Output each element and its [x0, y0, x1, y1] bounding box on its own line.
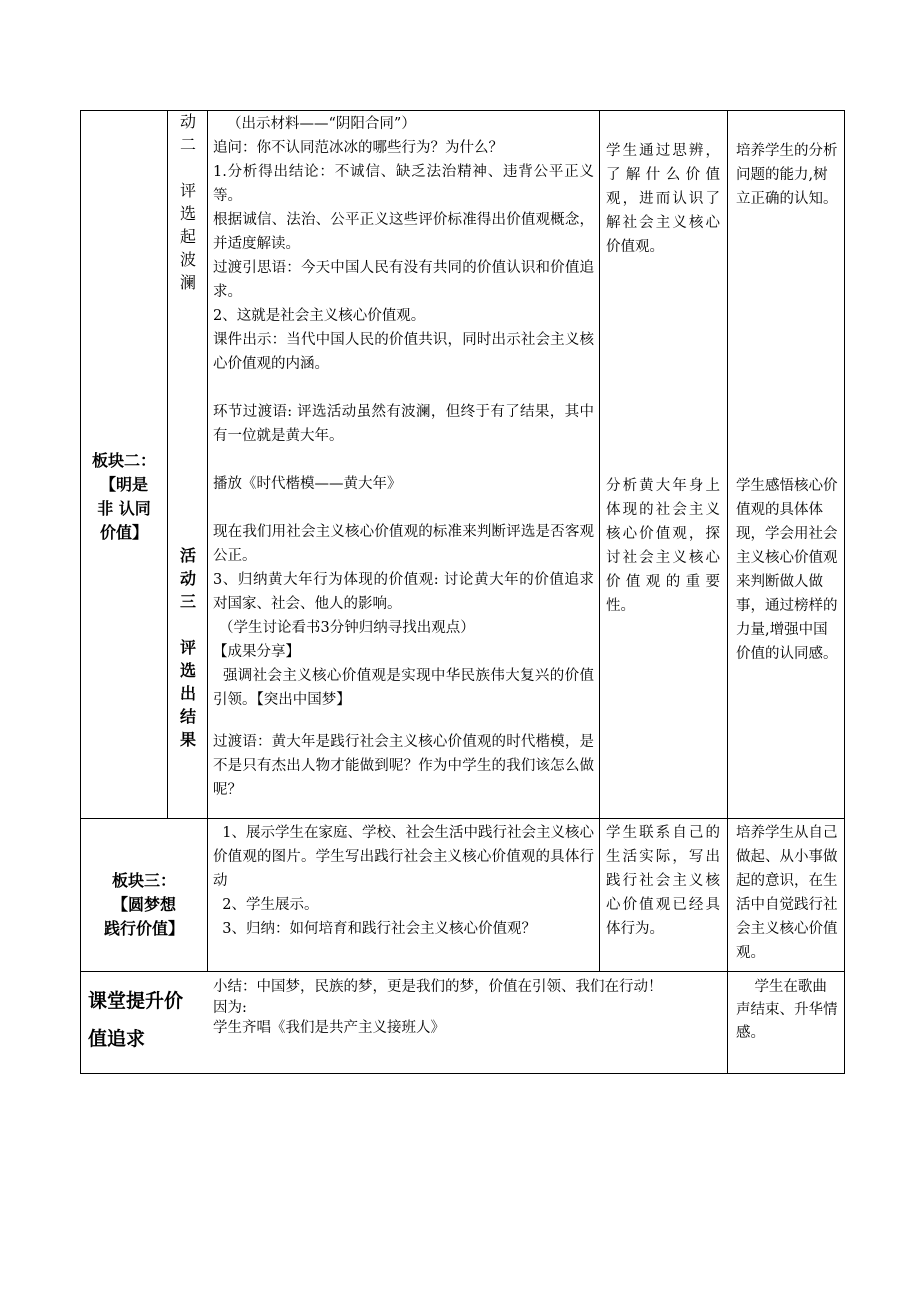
activity3-char: 活: [179, 546, 196, 565]
lesson-plan-table: [80, 110, 845, 1074]
activity2-char: 动: [179, 112, 196, 131]
content-line: 3、归纳黄大年行为体现的价值观: 讨论黄大年的价值追求对国家、社会、他人的影响。: [213, 572, 594, 612]
activity2-char: 起: [179, 227, 196, 246]
block3-label-line: 践行价值】: [103, 919, 184, 938]
activity3-char: 评: [179, 638, 196, 657]
activity3-label: [173, 544, 203, 751]
activity3-char: 果: [179, 730, 196, 749]
activity2-char: 澜: [179, 273, 196, 292]
block3-label-line: 【圆梦想: [111, 895, 176, 914]
content-line: 3、归纳：如何培育和践行社会主义核心价值观？: [213, 921, 536, 937]
content-line: 因为:: [213, 1000, 247, 1016]
content-line: [213, 448, 594, 472]
activity3-char: 出: [179, 684, 196, 703]
content-line: 过渡引思语：今天中国人民有没有共同的价值认识和价值追求。: [213, 260, 594, 300]
block2-student-activity-1: 学生通过思辨，了解什么价值观，进而认识了解社会主义核心价值观。: [606, 143, 720, 255]
activity2-char: [173, 156, 203, 179]
block4-content: [213, 976, 723, 1040]
col-divider-content: [599, 110, 600, 971]
activity2-label: [173, 110, 203, 294]
activity2-char: 波: [179, 250, 196, 269]
activity3-char: 结: [179, 707, 196, 726]
table-border-left: [80, 110, 81, 1074]
block2-label: [82, 449, 166, 545]
block3-label-line: 板块三：: [111, 871, 176, 890]
content-line: 现在我们用社会主义核心价值观的标准来判断评选是否客观公正。: [213, 524, 594, 564]
content-line: （出示材料——“阴阳合同”）: [227, 116, 416, 132]
table-border-bottom: [80, 1073, 845, 1074]
content-line: （学生讨论看书3分钟归纳寻找出观点）: [219, 620, 475, 636]
block2-label-line: 价值】: [99, 523, 148, 542]
activity3-char: [173, 613, 203, 636]
content-line: 过渡语：黄大年是践行社会主义核心价值观的时代楷模，是不是只有杰出人物才能做到呢？作为中学生的我们该怎么做呢？: [213, 734, 594, 798]
content-line: 小结：中国梦，民族的梦，更是我们的梦，价值在引领、我们在行动！: [213, 979, 663, 995]
block2-label-line: 【明是: [99, 475, 148, 494]
content-line: [213, 496, 594, 520]
content-line: [213, 712, 594, 730]
content-line: 2、学生展示。: [213, 897, 319, 913]
block2-label-line: 非 认同: [97, 499, 151, 518]
table-border-right: [844, 110, 845, 1074]
content-line: 追问：你不认同范冰冰的哪些行为？为什么？: [213, 140, 503, 156]
row-divider-2: [80, 971, 845, 972]
content-line: 2、这就是社会主义核心价值观。: [213, 308, 426, 324]
block2-content: [213, 112, 594, 802]
content-line: 学生齐唱《我们是共产主义接班人》: [213, 1020, 445, 1036]
block2-label-line: 板块二：: [91, 451, 156, 470]
block4-label-line: 值追求: [88, 1028, 146, 1050]
block4-intent: 学生在歌曲声结束、升华情感。: [736, 979, 838, 1041]
block2-intent-1: 培养学生的分析问题的能力,树立正确的认知。: [736, 143, 838, 207]
row-divider-1: [80, 818, 845, 819]
block3-label: [82, 869, 206, 941]
block4-label: [88, 982, 210, 1058]
block2-student-activity-2: 分析黄大年身上体现的社会主义核心价值观，探讨社会主义核心价值观的重要性。: [606, 478, 720, 614]
block3-student-activity: 学生联系自己的生活实际，写出践行社会主义核心价值观已经具体行为。: [606, 825, 720, 937]
content-line: 1、展示学生在家庭、学校、社会生活中践行社会主义核心价值观的图片。学生写出践行社会主义核心价值观的具体行动: [213, 825, 595, 889]
content-line: 强调社会主义核心价值观是实现中华民族伟大复兴的价值引领。【突出中国梦】: [213, 668, 595, 708]
content-line: 课件出示：当代中国人民的价值共识，同时出示社会主义核心价值观的内涵。: [213, 332, 594, 372]
block3-intent: 培养学生从自己做起、从小事做起的意识，在生活中自觉践行社会主义核心价值观。: [736, 825, 838, 961]
activity2-char: 二: [179, 135, 196, 154]
activity2-char: 选: [179, 204, 196, 223]
content-line: [213, 376, 594, 400]
block2-intent-2: 学生感悟核心价值观的具体体现，学会用社会主义核心价值观来判断做人做事，通过榜样的力量,增强中国价值的认同感。: [736, 478, 838, 662]
content-line: 【成果分享】: [213, 644, 300, 660]
activity2-char: 评: [179, 181, 196, 200]
content-line: 播放《时代楷模——黄大年》: [213, 476, 402, 492]
col-divider-student: [727, 110, 728, 1074]
col-divider-activity-right: [207, 110, 208, 971]
block3-content: [213, 821, 594, 941]
col-divider-activity-left: [167, 110, 168, 818]
content-line: 环节过渡语: 评选活动虽然有波澜，但终于有了结果，其中有一位就是黄大年。: [213, 404, 594, 444]
content-line: 根据诚信、法治、公平正义这些评价标准得出价值观概念，并适度解读。: [213, 212, 594, 252]
activity3-char: 三: [179, 592, 196, 611]
activity3-char: 动: [179, 569, 196, 588]
activity3-char: 选: [179, 661, 196, 680]
block4-label-line: 课堂提升价: [88, 990, 184, 1012]
content-line: 1.分析得出结论：不诚信、缺乏法治精神、违背公平正义等。: [213, 164, 594, 204]
